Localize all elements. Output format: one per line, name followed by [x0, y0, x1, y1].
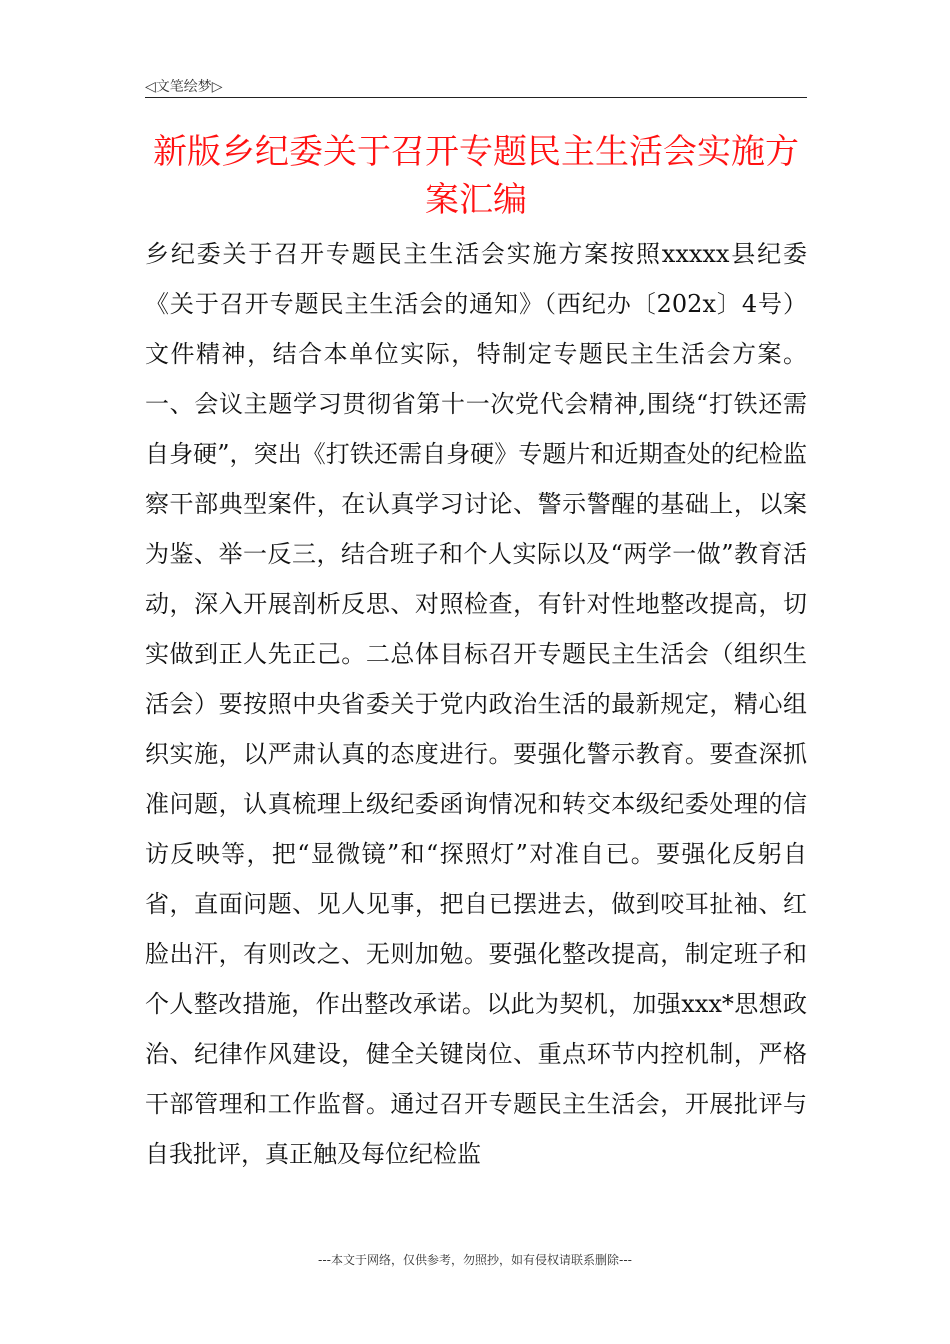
page-footer: ---本文于网络，仅供参考，勿照抄，如有侵权请联系删除--- — [318, 1253, 632, 1267]
document-title: 新版乡纪委关于召开专题民主生活会实施方案汇编 — [153, 132, 799, 220]
page-header: ◁文笔绘梦▷ — [145, 79, 223, 95]
header-divider — [145, 97, 807, 98]
document-body: 乡纪委关于召开专题民主生活会实施方案按照xxxxx县纪委《关于召开专题民主生活会的通知》（西纪办〔202x〕4号）文件精神，结合本单位实际，特制定专题民主生活会方案。一、会议主题学习贯彻省第十一次党代会精神,围绕“打铁还需自身硬”，突出《打铁还需自身硬》专题片和近期查处的纪检监察干部典型案件，在认真学习讨论、警示警醒的基础上，以案为鉴、举一反三，结合班子和个人实际以及“两学一做”教育活动，深入开展剖析反思、对照检查，有针对性地整改提高，切实做到正人先正己。二总体目标召开专题民主生活会（组织生活会）要按照中央省委关于党内政治生活的最新规定，精心组织实施，以严肃认真的态度进行。要强化警示教育。要查深抓准问题，认真梳理上级纪委函询情况和转交本级纪委处理的信访反映等，把“显微镜”和“探照灯”对准自已。要强化反躬自省，直面问题、见人见事，把自已摆进去，做到咬耳扯袖、红脸出汗，有则改之、无则加勉。要强化整改提高，制定班子和个人整改措施，作出整改承诺。以此为契机，加强xxx*思想政治、纪律作风建设，健全关键岗位、重点环节内控机制，严格干部管理和工作监督。通过召开专题民主生活会，开展批评与自我批评，真正触及每位纪检监 — [145, 240, 807, 1168]
